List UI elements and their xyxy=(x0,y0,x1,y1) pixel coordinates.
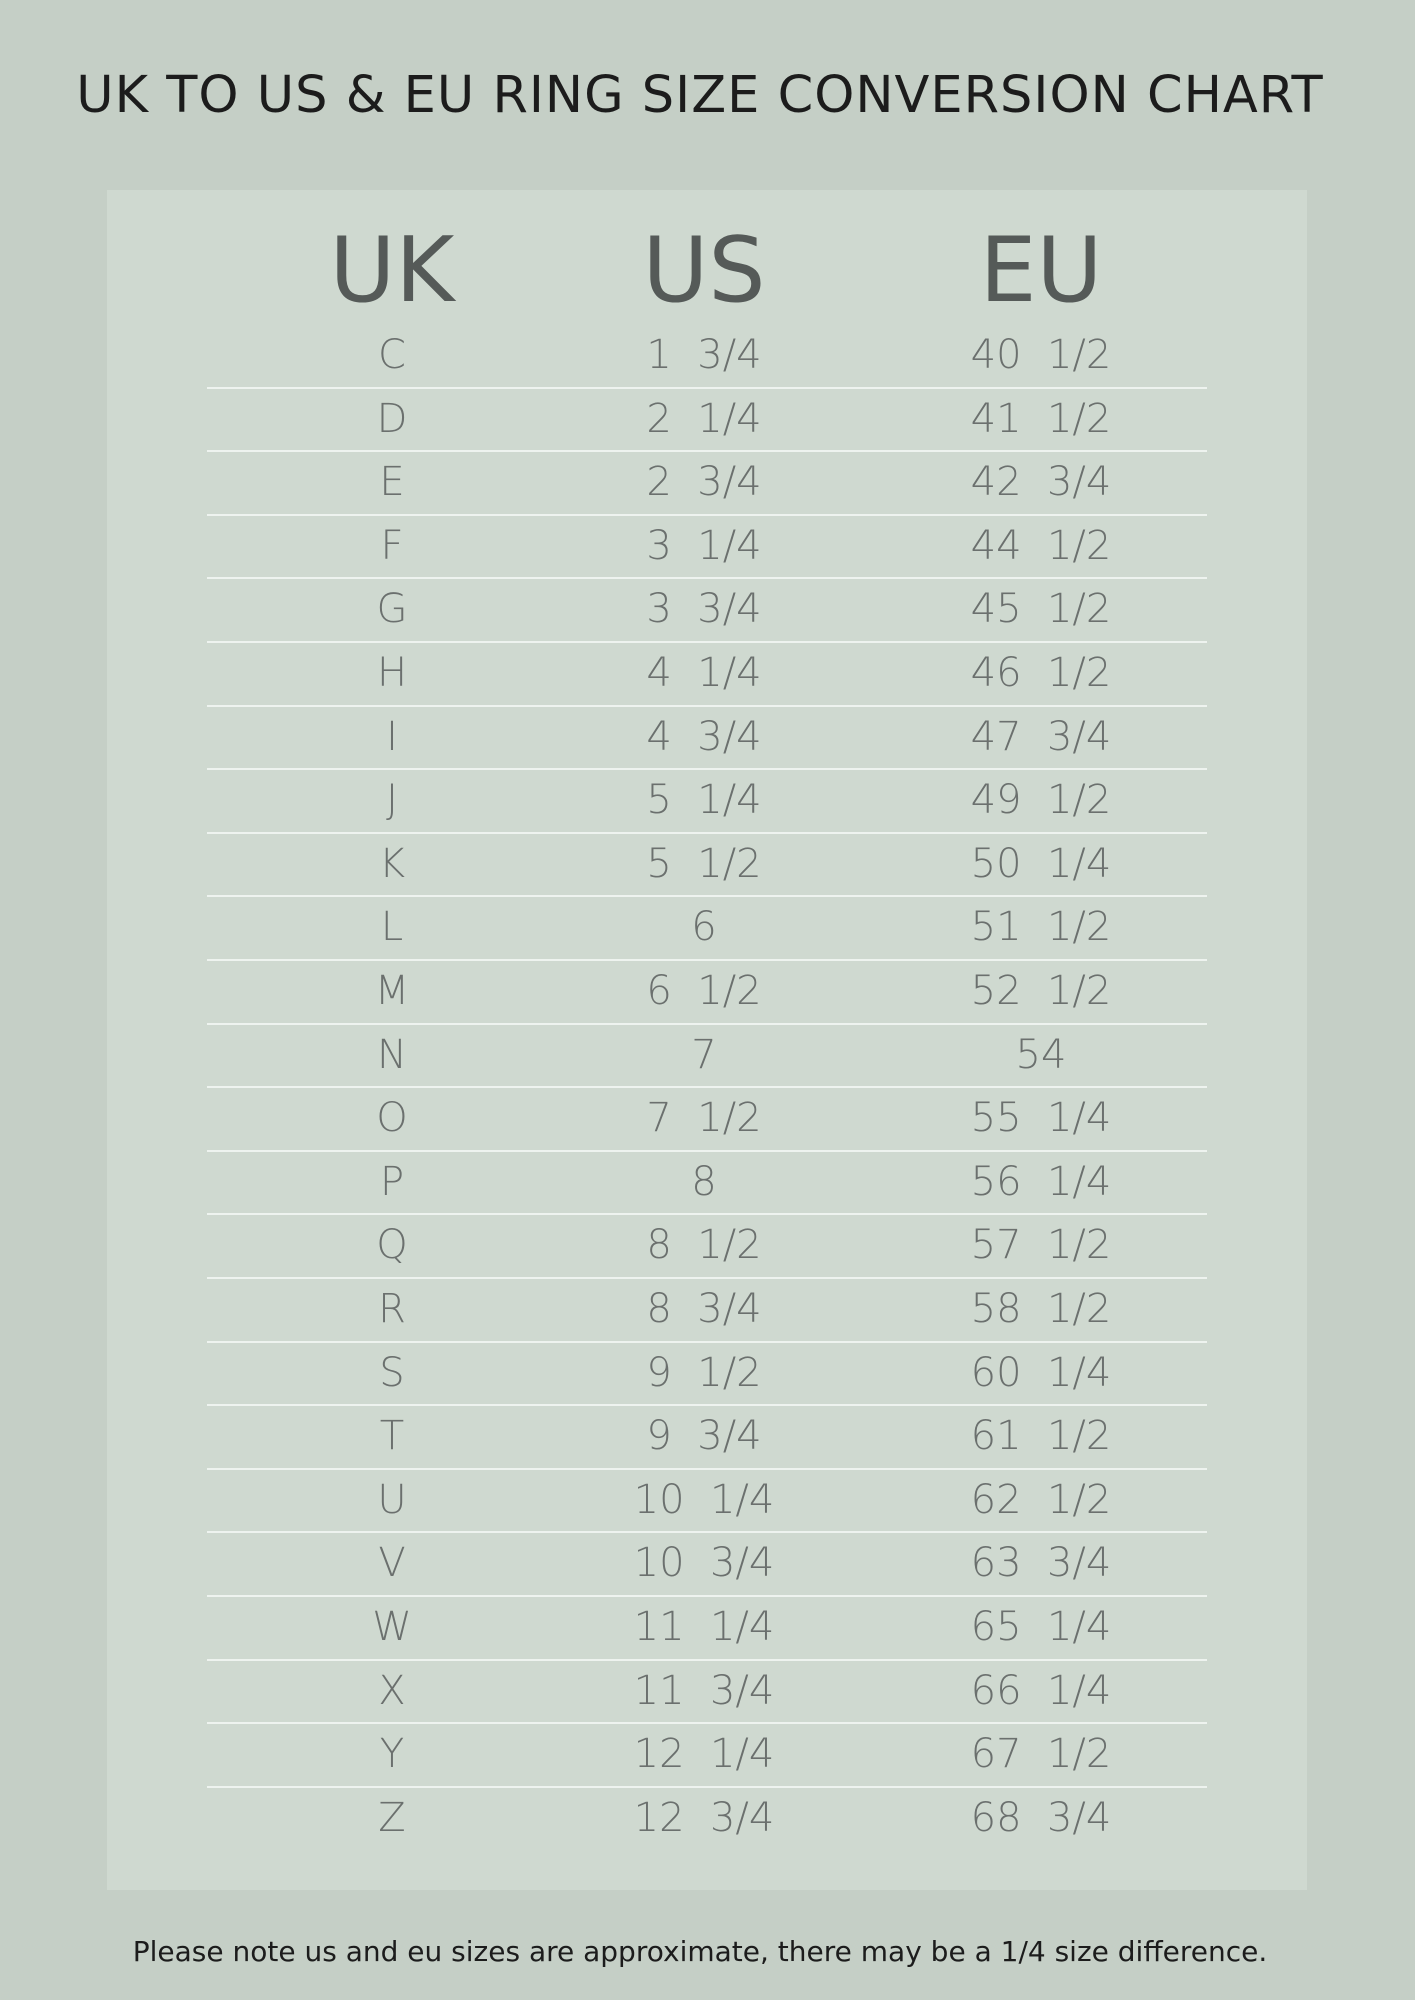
cell-uk: Y xyxy=(379,1731,405,1778)
table-row xyxy=(107,1151,1307,1215)
cell-us: 11 3/4 xyxy=(633,1667,775,1714)
cell-uk: O xyxy=(376,1095,408,1142)
cell-eu: 46 1/2 xyxy=(970,650,1112,696)
page-title: UK TO US & EU RING SIZE CONVERSION CHART xyxy=(76,66,1324,125)
cell-us: 6 xyxy=(691,904,717,951)
cell-eu: 65 1/4 xyxy=(970,1604,1112,1650)
table-row xyxy=(107,1214,1307,1278)
cell-eu: 42 3/4 xyxy=(970,459,1112,506)
table-body xyxy=(107,190,1307,1890)
table-row xyxy=(107,706,1307,770)
cell-us: 3 3/4 xyxy=(646,586,762,633)
cell-eu: 58 1/2 xyxy=(970,1286,1112,1332)
column-header-uk: UK xyxy=(329,218,455,323)
cell-eu: 62 1/2 xyxy=(970,1476,1112,1523)
size-chart-table xyxy=(107,190,1307,1890)
cell-eu: 47 3/4 xyxy=(970,713,1112,760)
cell-eu: 49 1/2 xyxy=(970,777,1112,824)
cell-uk: K xyxy=(378,840,406,887)
table-row xyxy=(107,1405,1307,1469)
column-header-us: US xyxy=(642,218,766,323)
cell-eu: 67 1/2 xyxy=(970,1731,1112,1778)
cell-us: 9 1/2 xyxy=(646,1349,762,1396)
cell-us: 2 1/4 xyxy=(646,395,762,442)
cell-uk: R xyxy=(378,1286,406,1332)
cell-us: 9 3/4 xyxy=(646,1413,762,1460)
cell-uk: P xyxy=(379,1158,405,1205)
cell-eu: 57 1/2 xyxy=(970,1222,1112,1269)
cell-uk: G xyxy=(376,586,408,633)
cell-eu: 61 1/2 xyxy=(970,1413,1112,1460)
cell-uk: Z xyxy=(378,1794,406,1841)
cell-us: 2 3/4 xyxy=(646,459,762,506)
table-row xyxy=(107,1087,1307,1151)
table-row xyxy=(107,1596,1307,1660)
table-row xyxy=(107,1024,1307,1088)
table-row xyxy=(107,515,1307,579)
cell-us: 8 xyxy=(691,1158,717,1205)
table-row xyxy=(107,896,1307,960)
cell-eu: 51 1/2 xyxy=(970,904,1112,951)
table-row xyxy=(107,324,1307,388)
column-header-eu: EU xyxy=(979,218,1103,323)
cell-uk: E xyxy=(379,459,405,506)
cell-us: 11 1/4 xyxy=(633,1604,775,1650)
table-row xyxy=(107,1532,1307,1596)
cell-uk: S xyxy=(379,1349,405,1396)
cell-uk: X xyxy=(378,1667,406,1714)
cell-us: 7 1/2 xyxy=(646,1095,762,1142)
cell-us: 5 1/4 xyxy=(646,777,762,824)
cell-uk: N xyxy=(377,1031,407,1078)
table-row xyxy=(107,833,1307,897)
cell-us: 4 1/4 xyxy=(646,650,762,696)
cell-eu: 66 1/4 xyxy=(970,1667,1112,1714)
cell-eu: 68 3/4 xyxy=(970,1794,1112,1841)
cell-us: 4 3/4 xyxy=(646,713,762,760)
cell-eu: 44 1/2 xyxy=(970,522,1112,569)
cell-us: 8 3/4 xyxy=(646,1286,762,1332)
table-row xyxy=(107,960,1307,1024)
cell-us: 12 1/4 xyxy=(633,1731,775,1778)
cell-uk: C xyxy=(378,332,406,378)
cell-uk: L xyxy=(380,904,404,951)
cell-eu: 50 1/4 xyxy=(970,840,1112,887)
cell-us: 10 3/4 xyxy=(633,1540,775,1587)
cell-uk: J xyxy=(386,777,398,824)
cell-eu: 40 1/2 xyxy=(970,332,1112,378)
table-row xyxy=(107,1723,1307,1787)
cell-us: 8 1/2 xyxy=(646,1222,762,1269)
table-row xyxy=(107,1469,1307,1533)
cell-uk: T xyxy=(379,1413,405,1460)
cell-uk: H xyxy=(376,650,408,696)
cell-uk: U xyxy=(377,1476,407,1523)
cell-eu: 63 3/4 xyxy=(970,1540,1112,1587)
table-row xyxy=(107,1342,1307,1406)
cell-us: 12 3/4 xyxy=(633,1794,775,1841)
cell-uk: Q xyxy=(376,1222,408,1269)
table-row xyxy=(107,388,1307,452)
cell-uk: V xyxy=(378,1540,406,1587)
cell-uk: M xyxy=(374,968,410,1014)
cell-eu: 60 1/4 xyxy=(970,1349,1112,1396)
cell-eu: 45 1/2 xyxy=(970,586,1112,633)
cell-eu: 52 1/2 xyxy=(970,968,1112,1014)
table-row xyxy=(107,451,1307,515)
cell-us: 10 1/4 xyxy=(633,1476,775,1523)
cell-us: 6 1/2 xyxy=(646,968,762,1014)
cell-eu: 56 1/4 xyxy=(970,1158,1112,1205)
cell-uk: W xyxy=(372,1604,412,1650)
footnote: Please note us and eu sizes are approximate, there may be a 1/4 size difference. xyxy=(132,1935,1268,1968)
cell-uk: I xyxy=(386,713,398,760)
table-row xyxy=(107,578,1307,642)
table-row xyxy=(107,642,1307,706)
table-row xyxy=(107,1660,1307,1724)
cell-us: 7 xyxy=(691,1031,717,1078)
table-row xyxy=(107,1787,1307,1851)
cell-us: 1 3/4 xyxy=(646,332,762,378)
cell-eu: 54 xyxy=(1015,1031,1067,1078)
cell-eu: 41 1/2 xyxy=(970,395,1112,442)
cell-us: 3 1/4 xyxy=(646,522,762,569)
cell-uk: D xyxy=(376,395,408,442)
cell-eu: 55 1/4 xyxy=(970,1095,1112,1142)
cell-us: 5 1/2 xyxy=(646,840,762,887)
table-row xyxy=(107,769,1307,833)
cell-uk: F xyxy=(380,522,404,569)
table-row xyxy=(107,1278,1307,1342)
